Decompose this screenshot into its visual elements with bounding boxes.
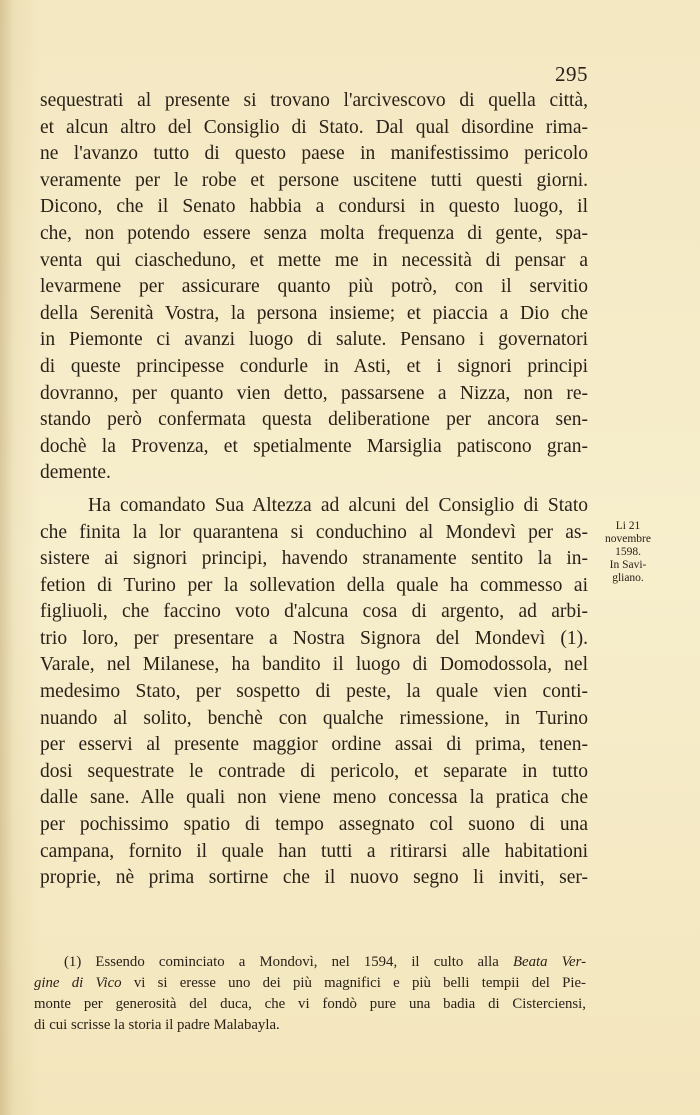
footnote-text: vi si eresse uno dei più magnifici e più belli tempii del Pie- (121, 975, 586, 991)
margin-note (596, 520, 660, 585)
footnote-line: monte per generosità del duca, che vi fondò pure una badia di Cisterciensi, (34, 996, 586, 1012)
text-line: fetion di Turino per la sollevation della quale ha commesso ai (40, 574, 588, 596)
footnote-italic-text: Beata Ver- (512, 954, 586, 970)
text-line: veramente per le robe et persone uscitene tutti questi giorni. (40, 169, 588, 191)
margin-note-line: gliano. (612, 572, 644, 584)
footnote-text: (1) Essendo cominciato a Mondovì, nel 1594, il culto alla (64, 954, 513, 970)
main-text (40, 88, 588, 892)
text-line: per pochissimo spatio di tempo assegnato col suono di una (40, 814, 588, 836)
text-line: proprie, nè prima sortirne che il nuovo segno li inviti, ser- (40, 867, 588, 889)
text-line: della Serenità Vostra, la persona insieme; et piaccia a Dio che (40, 302, 588, 324)
text-line: Dicono, che il Senato habbia a condursi in questo luogo, il (40, 196, 588, 218)
text-line: di queste principesse condurle in Asti, et i signori principi (40, 355, 588, 377)
text-line: demente. (40, 462, 111, 484)
page-number: 295 (555, 62, 588, 86)
text-line: dovranno, per quanto vien detto, passarsene a Nizza, non re- (40, 382, 588, 404)
text-line: nuando al solito, benchè con qualche rimessione, in Turino (40, 707, 588, 729)
text-line: figliuoli, che faccino voto d'alcuna cosa di argento, ad arbi- (40, 601, 588, 623)
text-line: Ha comandato Sua Altezza ad alcuni del Consiglio di Stato (88, 494, 588, 516)
footnote-line (34, 952, 586, 973)
footnote-line (34, 973, 586, 994)
footnote-italic-text: gine di Vico (34, 975, 122, 991)
text-line: campana, fornito il quale han tutti a ritirarsi alle habitationi (40, 840, 588, 862)
text-line: sistere ai signori principi, havendo stranamente sentito la in- (40, 548, 588, 570)
text-line: ne l'avanzo tutto di questo paese in manifestissimo pericolo (40, 143, 588, 165)
text-line: in Piemonte ci avanzi luogo di salute. Pensano i governatori (40, 329, 588, 351)
margin-note-line: In Savi- (609, 559, 647, 571)
text-line: medesimo Stato, per sospetto di peste, la quale vien conti- (40, 681, 588, 703)
text-line: Varale, nel Milanese, ha bandito il luogo di Domodossola, nel (40, 654, 588, 676)
text-line: trio loro, per presentare a Nostra Signora del Mondevì (1). (40, 627, 588, 649)
text-line: et alcun altro del Consiglio di Stato. Dal qual disordine rima- (40, 116, 588, 138)
text-line: per esservi al presente maggior ordine assai di prima, tenen- (40, 734, 588, 756)
text-line: sequestrati al presente si trovano l'arcivescovo di quella città, (40, 90, 588, 111)
footnote-line: di cui scrisse la storia il padre Malabayla. (34, 1017, 280, 1033)
text-line: dalle sane. Alle quali non viene meno concessa la pratica che (40, 787, 588, 809)
text-line: venta qui ciascheduno, et mette me in necessità di pensar a (40, 249, 588, 271)
text-line: stando però confermata questa deliberatione per ancora sen- (40, 409, 588, 431)
footnote (34, 952, 586, 1036)
text-line: che, non potendo essere senza molta frequenza di gente, spa- (40, 222, 588, 244)
margin-note-line: novembre (605, 533, 651, 545)
text-line: levarmene per assicurare quanto più potrò, con il servitio (40, 276, 588, 298)
text-line: dochè la Provenza, et spetialmente Marsiglia patiscono gran- (40, 435, 588, 457)
margin-note-line: 1598. (615, 546, 641, 558)
text-line: che finita la lor quarantena si conduchino al Mondevì per as- (40, 521, 588, 543)
margin-note-line: Li 21 (615, 520, 641, 532)
text-line: dosi sequestrate le contrade di pericolo, et separate in tutto (40, 760, 588, 782)
